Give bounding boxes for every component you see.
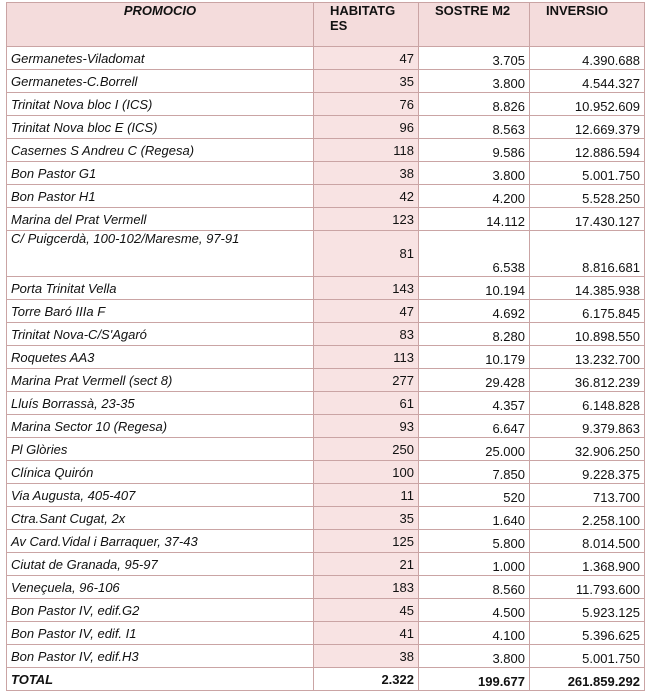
table-row xyxy=(7,461,645,484)
habitatges-cell: 35 xyxy=(314,507,419,530)
promocio-cell: Bon Pastor IV, edif. I1 xyxy=(7,622,314,645)
table-row xyxy=(7,300,645,323)
sostre-cell: 4.500 xyxy=(419,599,530,622)
habitatges-cell: 42 xyxy=(314,185,419,208)
table-row xyxy=(7,139,645,162)
inversio-cell: 8.014.500 xyxy=(530,530,645,553)
inversio-cell: 13.232.700 xyxy=(530,346,645,369)
sostre-cell: 10.179 xyxy=(419,346,530,369)
sostre-cell: 3.800 xyxy=(419,162,530,185)
sostre-cell: 7.850 xyxy=(419,461,530,484)
promocio-cell: Veneçuela, 96-106 xyxy=(7,576,314,599)
inversio-cell: 9.228.375 xyxy=(530,461,645,484)
habitatges-cell: 125 xyxy=(314,530,419,553)
inversio-cell: 8.816.681 xyxy=(530,231,645,277)
table-row xyxy=(7,346,645,369)
sostre-cell: 3.800 xyxy=(419,70,530,93)
promocio-cell: Bon Pastor G1 xyxy=(7,162,314,185)
sostre-cell: 6.538 xyxy=(419,231,530,277)
promocio-cell: Bon Pastor IV, edif.G2 xyxy=(7,599,314,622)
habitatges-cell: 21 xyxy=(314,553,419,576)
promocio-cell: Roquetes AA3 xyxy=(7,346,314,369)
inversio-cell: 11.793.600 xyxy=(530,576,645,599)
table-row xyxy=(7,277,645,300)
table-row xyxy=(7,323,645,346)
table-row xyxy=(7,438,645,461)
table-row xyxy=(7,484,645,507)
sostre-cell: 10.194 xyxy=(419,277,530,300)
header-habitatges: HABITATG ES xyxy=(314,3,419,47)
table-footer xyxy=(7,668,645,691)
sostre-cell: 3.800 xyxy=(419,645,530,668)
sostre-cell: 520 xyxy=(419,484,530,507)
habitatges-cell: 41 xyxy=(314,622,419,645)
table-row xyxy=(7,530,645,553)
habitatges-cell: 47 xyxy=(314,47,419,70)
inversio-cell: 10.952.609 xyxy=(530,93,645,116)
habitatges-cell: 35 xyxy=(314,70,419,93)
promocio-cell: Torre Baró IIIa F xyxy=(7,300,314,323)
sostre-cell: 8.826 xyxy=(419,93,530,116)
sostre-cell: 6.647 xyxy=(419,415,530,438)
total-label: TOTAL xyxy=(7,668,314,691)
sostre-cell: 29.428 xyxy=(419,369,530,392)
promocio-cell: Bon Pastor IV, edif.H3 xyxy=(7,645,314,668)
table-row xyxy=(7,645,645,668)
habitatges-cell: 38 xyxy=(314,645,419,668)
promocio-cell: Ciutat de Granada, 95-97 xyxy=(7,553,314,576)
sostre-cell: 8.560 xyxy=(419,576,530,599)
sostre-cell: 25.000 xyxy=(419,438,530,461)
table-header xyxy=(7,3,645,47)
habitatges-cell: 183 xyxy=(314,576,419,599)
inversio-cell: 6.175.845 xyxy=(530,300,645,323)
table-row xyxy=(7,231,645,277)
sostre-cell: 3.705 xyxy=(419,47,530,70)
habitatges-cell: 118 xyxy=(314,139,419,162)
habitatges-cell: 123 xyxy=(314,208,419,231)
promocio-cell: Trinitat Nova bloc I (ICS) xyxy=(7,93,314,116)
inversio-cell: 6.148.828 xyxy=(530,392,645,415)
habitatges-cell: 45 xyxy=(314,599,419,622)
inversio-cell: 9.379.863 xyxy=(530,415,645,438)
total-habitatges: 2.322 xyxy=(314,668,419,691)
sostre-cell: 5.800 xyxy=(419,530,530,553)
inversio-cell: 4.544.327 xyxy=(530,70,645,93)
inversio-cell: 14.385.938 xyxy=(530,277,645,300)
habitatges-cell: 47 xyxy=(314,300,419,323)
habitatges-cell: 250 xyxy=(314,438,419,461)
inversio-cell: 12.886.594 xyxy=(530,139,645,162)
sostre-cell: 9.586 xyxy=(419,139,530,162)
header-row xyxy=(7,3,645,47)
promocio-cell: Germanetes-C.Borrell xyxy=(7,70,314,93)
sostre-cell: 4.200 xyxy=(419,185,530,208)
habitatges-cell: 81 xyxy=(314,231,419,277)
housing-promotions-table xyxy=(6,2,645,691)
table-row xyxy=(7,47,645,70)
inversio-cell: 5.528.250 xyxy=(530,185,645,208)
table-row xyxy=(7,162,645,185)
habitatges-cell: 93 xyxy=(314,415,419,438)
promocio-cell: Porta Trinitat Vella xyxy=(7,277,314,300)
habitatges-cell: 61 xyxy=(314,392,419,415)
inversio-cell: 2.258.100 xyxy=(530,507,645,530)
promocio-cell: Casernes S Andreu C (Regesa) xyxy=(7,139,314,162)
promocio-cell: Clínica Quirón xyxy=(7,461,314,484)
table-row xyxy=(7,576,645,599)
table-body xyxy=(7,47,645,668)
table-row xyxy=(7,392,645,415)
sostre-cell: 4.357 xyxy=(419,392,530,415)
promocio-cell: Trinitat Nova bloc E (ICS) xyxy=(7,116,314,139)
sostre-cell: 1.000 xyxy=(419,553,530,576)
inversio-cell: 10.898.550 xyxy=(530,323,645,346)
table-row xyxy=(7,553,645,576)
table-row xyxy=(7,369,645,392)
inversio-cell: 1.368.900 xyxy=(530,553,645,576)
promocio-cell: Lluís Borrassà, 23-35 xyxy=(7,392,314,415)
table-row xyxy=(7,93,645,116)
header-sostre: SOSTRE M2 xyxy=(419,3,530,47)
inversio-cell: 5.001.750 xyxy=(530,162,645,185)
promocio-cell: Ctra.Sant Cugat, 2x xyxy=(7,507,314,530)
sostre-cell: 4.100 xyxy=(419,622,530,645)
inversio-cell: 5.001.750 xyxy=(530,645,645,668)
table-row xyxy=(7,208,645,231)
habitatges-cell: 96 xyxy=(314,116,419,139)
inversio-cell: 5.923.125 xyxy=(530,599,645,622)
promocio-cell: Germanetes-Viladomat xyxy=(7,47,314,70)
promocio-cell: Marina Prat Vermell (sect 8) xyxy=(7,369,314,392)
total-sostre: 199.677 xyxy=(419,668,530,691)
habitatges-cell: 143 xyxy=(314,277,419,300)
table-row xyxy=(7,622,645,645)
table-row xyxy=(7,415,645,438)
inversio-cell: 36.812.239 xyxy=(530,369,645,392)
habitatges-cell: 38 xyxy=(314,162,419,185)
header-inversio: INVERSIO xyxy=(530,3,645,47)
table-row xyxy=(7,599,645,622)
inversio-cell: 17.430.127 xyxy=(530,208,645,231)
promocio-cell: Trinitat Nova-C/S'Agaró xyxy=(7,323,314,346)
header-promocio: PROMOCIO xyxy=(7,3,314,47)
total-row xyxy=(7,668,645,691)
inversio-cell: 4.390.688 xyxy=(530,47,645,70)
sostre-cell: 14.112 xyxy=(419,208,530,231)
promocio-cell: Pl Glòries xyxy=(7,438,314,461)
habitatges-cell: 11 xyxy=(314,484,419,507)
promocio-cell: C/ Puigcerdà, 100-102/Maresme, 97-91 xyxy=(7,231,314,277)
sostre-cell: 8.563 xyxy=(419,116,530,139)
promocio-cell: Marina del Prat Vermell xyxy=(7,208,314,231)
sostre-cell: 1.640 xyxy=(419,507,530,530)
habitatges-cell: 277 xyxy=(314,369,419,392)
promocio-cell: Bon Pastor H1 xyxy=(7,185,314,208)
inversio-cell: 12.669.379 xyxy=(530,116,645,139)
sostre-cell: 4.692 xyxy=(419,300,530,323)
inversio-cell: 32.906.250 xyxy=(530,438,645,461)
table-row xyxy=(7,507,645,530)
inversio-cell: 713.700 xyxy=(530,484,645,507)
table-row xyxy=(7,70,645,93)
promocio-cell: Via Augusta, 405-407 xyxy=(7,484,314,507)
habitatges-cell: 83 xyxy=(314,323,419,346)
habitatges-cell: 100 xyxy=(314,461,419,484)
promocio-cell: Av Card.Vidal i Barraquer, 37-43 xyxy=(7,530,314,553)
habitatges-cell: 76 xyxy=(314,93,419,116)
promocio-cell: Marina Sector 10 (Regesa) xyxy=(7,415,314,438)
total-inversio: 261.859.292 xyxy=(530,668,645,691)
table-row xyxy=(7,116,645,139)
inversio-cell: 5.396.625 xyxy=(530,622,645,645)
sostre-cell: 8.280 xyxy=(419,323,530,346)
table-row xyxy=(7,185,645,208)
habitatges-cell: 113 xyxy=(314,346,419,369)
